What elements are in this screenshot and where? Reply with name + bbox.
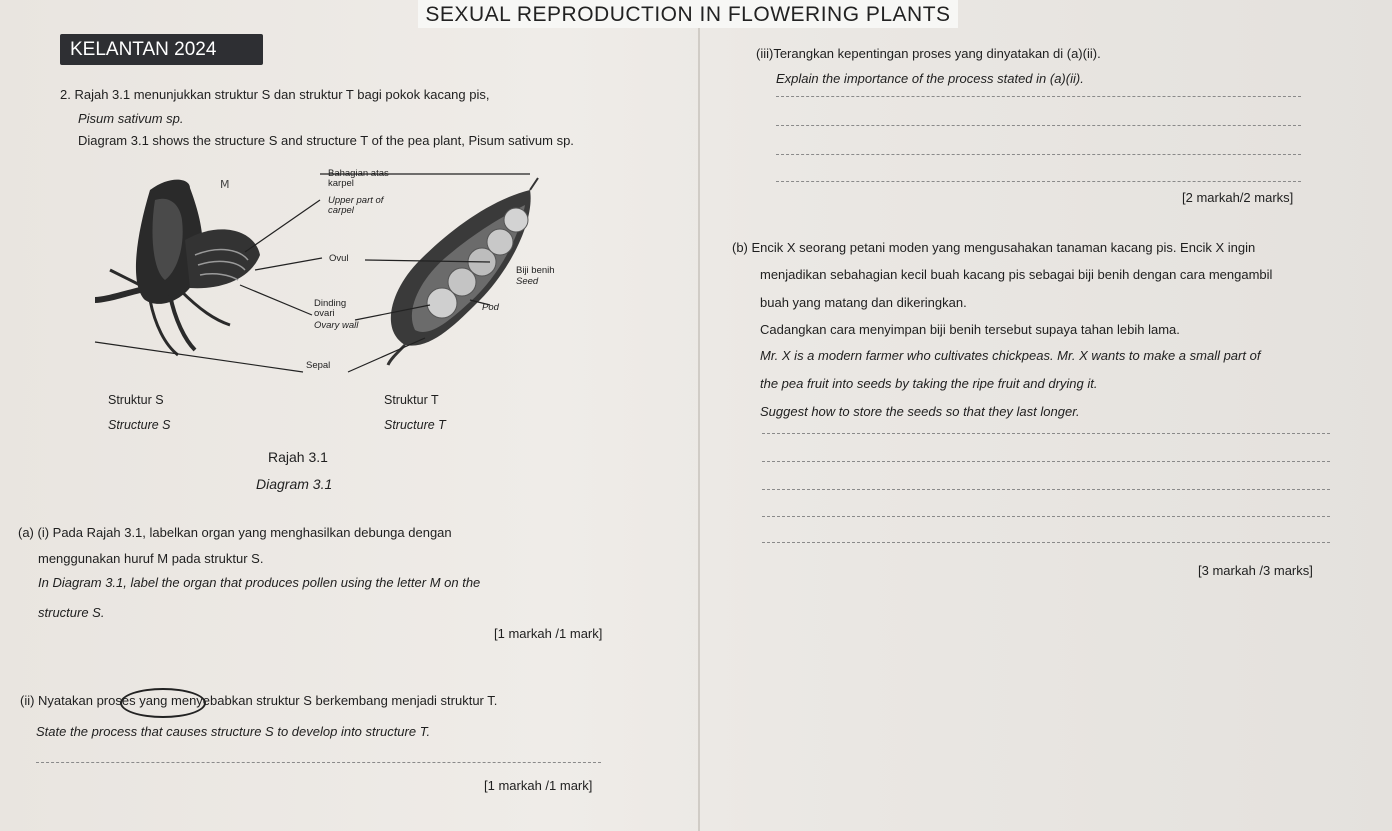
page-fold xyxy=(698,0,700,831)
hand-drawn-circle xyxy=(120,688,206,718)
label-seed-en: Seed xyxy=(516,276,539,287)
answer-line xyxy=(762,489,1330,490)
label-pod: Pod xyxy=(482,302,499,313)
label-upper-carpel-ms-1: Bahagian atas xyxy=(328,168,389,179)
answer-line xyxy=(762,542,1330,543)
qa-iii-marks: [2 markah/2 marks] xyxy=(1182,190,1294,205)
flower-structure-s xyxy=(95,180,260,355)
qa-ii-marks: [1 markah /1 mark] xyxy=(484,778,593,793)
q2-species: Pisum sativum sp. xyxy=(78,111,184,126)
qb-en-1: Mr. X is a modern farmer who cultivates chickpeas. Mr. X wants to make a small part of xyxy=(760,348,1261,363)
structure-t-en: Structure T xyxy=(384,418,446,432)
label-ovule: Ovul xyxy=(329,253,349,264)
label-upper-carpel-ms-2: karpel xyxy=(328,178,354,189)
q2-intro-en: Diagram 3.1 shows the structure S and structure T of the pea plant, Pisum sativum sp. xyxy=(78,133,574,148)
qb-ms-2: menjadikan sebahagian kecil buah kacang pis sebagai biji benih dengan cara mengambil xyxy=(760,267,1273,282)
qb-marks: [3 markah /3 marks] xyxy=(1198,563,1313,578)
answer-line xyxy=(36,762,601,763)
qb-en-2: the pea fruit into seeds by taking the ripe fruit and drying it. xyxy=(760,376,1098,391)
qa-i-ms-1: (a) (i) Pada Rajah 3.1, labelkan organ yang menghasilkan debunga dengan xyxy=(18,525,452,540)
structure-s-en: Structure S xyxy=(108,418,171,432)
diagram-caption-ms: Rajah 3.1 xyxy=(268,449,328,465)
qb-en-3: Suggest how to store the seeds so that they last longer. xyxy=(760,404,1080,419)
structure-s-ms: Struktur S xyxy=(108,393,164,407)
qa-iii-ms: (iii)Terangkan kepentingan proses yang dinyatakan di (a)(ii). xyxy=(756,46,1101,61)
answer-line xyxy=(776,125,1301,126)
answer-line xyxy=(776,96,1301,97)
label-upper-carpel-en-2: carpel xyxy=(328,205,354,216)
qa-i-en-1: In Diagram 3.1, label the organ that produces pollen using the letter M on the xyxy=(38,575,481,590)
answer-line xyxy=(762,433,1330,434)
qb-ms-1: (b) Encik X seorang petani moden yang mengusahakan tanaman kacang pis. Encik X ingin xyxy=(732,240,1256,255)
pea-diagram xyxy=(90,160,550,385)
diagram-caption-en: Diagram 3.1 xyxy=(256,476,333,492)
m-mark: M xyxy=(220,178,230,191)
qa-ii-en: State the process that causes structure S to develop into structure T. xyxy=(36,724,431,739)
answer-line xyxy=(762,461,1330,462)
label-upper-carpel-en-1: Upper part of xyxy=(328,195,384,206)
qa-ii-ms: (ii) Nyatakan proses yang menyebabkan struktur S berkembang menjadi struktur T. xyxy=(20,693,498,708)
structure-t-ms: Struktur T xyxy=(384,393,439,407)
qa-i-ms-2: menggunakan huruf M pada struktur S. xyxy=(38,551,264,566)
qa-i-en-2: structure S. xyxy=(38,605,105,620)
label-seed-ms: Biji benih xyxy=(516,265,555,276)
source-tag: KELANTAN 2024 xyxy=(60,34,263,65)
label-ovary-ms-1: Dinding xyxy=(314,298,347,309)
label-ovary-ms-2: ovari xyxy=(314,308,335,319)
qa-iii-en: Explain the importance of the process stated in (a)(ii). xyxy=(776,71,1084,86)
qb-ms-3: buah yang matang dan dikeringkan. xyxy=(760,295,967,310)
qa-i-marks: [1 markah /1 mark] xyxy=(494,626,603,641)
label-sepal: Sepal xyxy=(306,360,331,371)
qb-ms-4: Cadangkan cara menyimpan biji benih tersebut supaya tahan lebih lama. xyxy=(760,322,1180,337)
label-ovary-en: Ovary wall xyxy=(314,320,359,331)
page-title-banner: SEXUAL REPRODUCTION IN FLOWERING PLANTS xyxy=(418,0,958,28)
answer-line xyxy=(776,154,1301,155)
q2-intro-ms: 2. Rajah 3.1 menunjukkan struktur S dan struktur T bagi pokok kacang pis, xyxy=(60,87,490,102)
answer-line xyxy=(762,516,1330,517)
answer-line xyxy=(776,181,1301,182)
